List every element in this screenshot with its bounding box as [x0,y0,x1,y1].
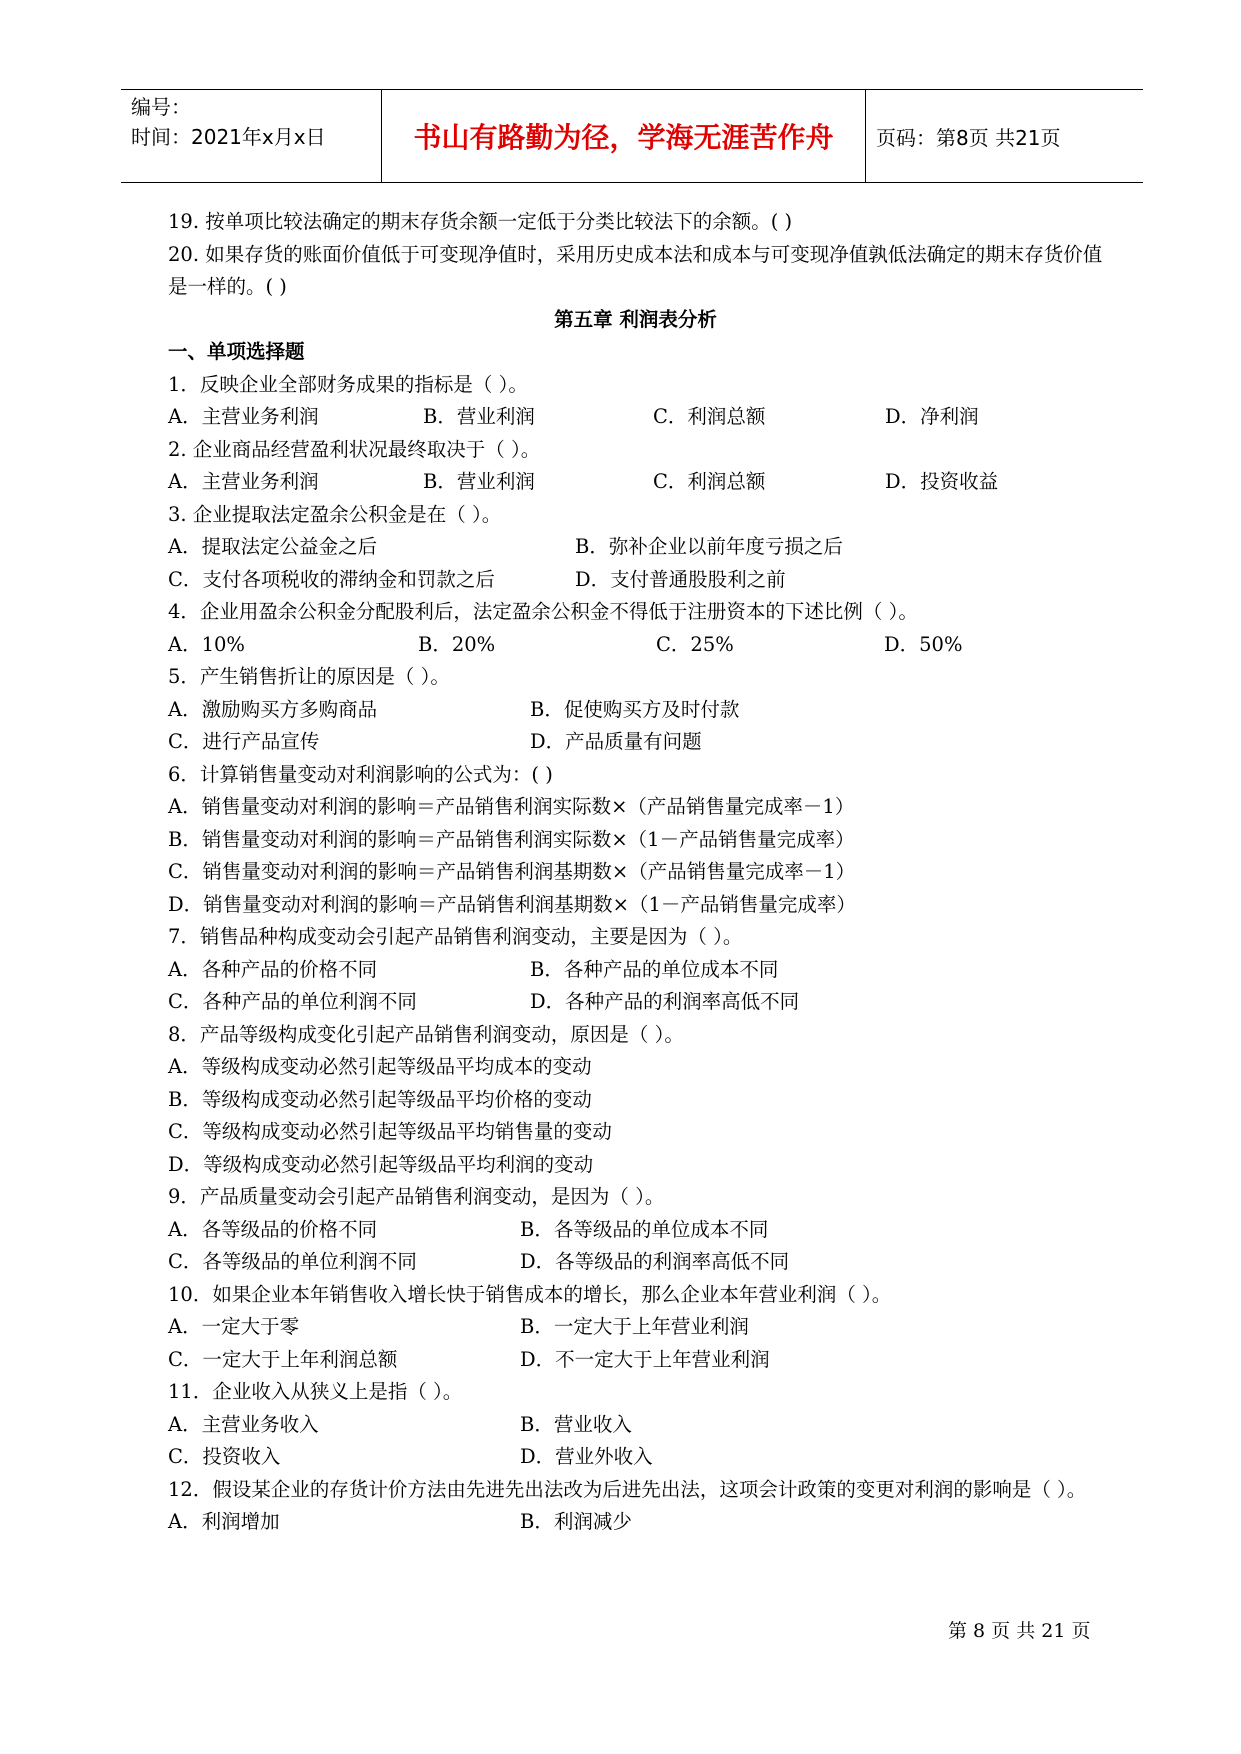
option: B．利润减少 [520,1510,632,1533]
option: C．各等级品的单位利润不同 [168,1250,417,1273]
question-7: 7．销售品种构成变动会引起产品销售利润变动，主要是因为（ ）。 [168,925,743,948]
question-11-options-row1 [168,1409,1103,1442]
question-5: 5．产生销售折让的原因是（ ）。 [168,665,450,688]
chapter-title: 第五章 利润表分析 [554,307,717,331]
option: B．各等级品的单位成本不同 [520,1217,769,1241]
question-6-option-d: D．销售量变动对利润的影响＝产品销售利润基期数×（1－产品销售量完成率） [168,892,856,916]
option: A．主营业务利润 [168,470,319,493]
option: C．支付各项税收的滞纳金和罚款之后 [168,567,495,591]
option: A．一定大于零 [168,1315,300,1338]
question-8-option-b: B．等级构成变动必然引起等级品平均价格的变动 [168,1087,592,1111]
option: D．投资收益 [885,470,999,493]
option: B．营业利润 [423,470,535,493]
question-4: 4．企业用盈余公积金分配股利后，法定盈余公积金不得低于注册资本的下述比例（ ）。 [168,600,918,623]
option: A．主营业务收入 [168,1412,319,1436]
option: B．营业收入 [520,1412,632,1436]
option: A．10% [168,632,245,656]
question-7-options-row2 [168,986,1103,1019]
question-9-options-row2 [168,1246,1103,1279]
question-6-option-b: B．销售量变动对利润的影响＝产品销售利润实际数×（1－产品销售量完成率） [168,827,855,851]
number-label: 编号： [131,95,191,119]
question-10-options-row2 [168,1344,1103,1377]
option: D．不一定大于上年营业利润 [520,1347,770,1371]
question-7-options-row1 [168,954,1103,987]
page-footer: 第 8 页 共 21 页 [948,1620,1091,1642]
question-19: 19. 按单项比较法确定的期末存货余额一定低于分类比较法下的余额。( ) [168,210,793,233]
option: B．弥补企业以前年度亏损之后 [575,535,843,558]
option: B．各种产品的单位成本不同 [530,957,779,981]
question-5-options-row2 [168,726,1103,759]
option: B．促使购买方及时付款 [530,697,740,721]
question-8: 8．产品等级构成变化引起产品销售利润变动，原因是（ ）。 [168,1022,684,1046]
question-11-options-row2 [168,1441,1103,1474]
motto: 书山有路勤为径，学海无涯苦作舟 [381,90,866,182]
question-9-options-row1 [168,1214,1103,1247]
option: A．各等级品的价格不同 [168,1217,378,1241]
page-header [121,89,1143,183]
option: B．一定大于上年营业利润 [520,1315,749,1338]
document-body [168,206,1103,1539]
question-8-option-c: C．等级构成变动必然引起等级品平均销售量的变动 [168,1120,612,1143]
question-2-options [168,466,1103,499]
question-2: 2. 企业商品经营盈利状况最终取决于（ ）。 [168,437,541,461]
question-4-options [168,629,1103,662]
header-info [121,90,381,182]
option: B．营业利润 [423,405,535,428]
option: C．一定大于上年利润总额 [168,1347,398,1371]
option: A．主营业务利润 [168,405,319,428]
option: C．投资收入 [168,1445,281,1468]
question-8-option-a: A．等级构成变动必然引起等级品平均成本的变动 [168,1055,592,1078]
question-6-option-c: C．销售量变动对利润的影响＝产品销售利润基期数×（产品销售量完成率－1） [168,860,856,883]
option: D．各等级品的利润率高低不同 [520,1250,790,1273]
question-1-options [168,401,1103,434]
question-6: 6．计算销售量变动对利润影响的公式为：( ) [168,762,553,786]
option: D．营业外收入 [520,1445,653,1468]
option: A．利润增加 [168,1510,280,1533]
question-20: 20. 如果存货的账面价值低于可变现净值时，采用历史成本法和成本与可变现净值孰低法确定的期末存货价值是一样的。( ) [168,242,1103,298]
option: C．25% [656,632,734,656]
question-1: 1．反映企业全部财务成果的指标是（ ）。 [168,372,528,396]
question-6-option-a: A．销售量变动对利润的影响＝产品销售利润实际数×（产品销售量完成率－1） [168,795,855,818]
question-8-option-d: D．等级构成变动必然引起等级品平均利润的变动 [168,1152,594,1176]
option: D．支付普通股股利之前 [575,567,786,591]
time-label: 时间：2021年x月x日 [131,125,326,149]
question-3: 3. 企业提取法定盈余公积金是在（ ）。 [168,502,502,526]
option: A．提取法定公益金之后 [168,535,378,558]
option: C．进行产品宣传 [168,730,320,753]
option: D．50% [884,632,963,656]
option: C．利润总额 [653,405,766,428]
option: C．各种产品的单位利润不同 [168,990,417,1013]
question-10-options-row1 [168,1311,1103,1344]
question-12: 12．假设某企业的存货计价方法由先进先出法改为后进先出法，这项会计政策的变更对利润的影响是（ ）。 [168,1477,1087,1501]
question-3-options-row2 [168,564,1103,597]
option: D．产品质量有问题 [530,730,702,753]
option: A．激励购买方多购商品 [168,697,378,721]
option: D．净利润 [885,405,979,428]
question-9: 9．产品质量变动会引起产品销售利润变动，是因为（ ）。 [168,1185,665,1208]
option: D．各种产品的利润率高低不同 [530,990,800,1013]
option: A．各种产品的价格不同 [168,957,378,981]
section-title: 一、单项选择题 [168,340,305,363]
page-label: 页码：第8页 共21页 [876,125,1061,150]
question-12-options-row1 [168,1506,1103,1539]
option: C．利润总额 [653,470,766,493]
question-5-options-row1 [168,694,1103,727]
question-10: 10．如果企业本年销售收入增长快于销售成本的增长，那么企业本年营业利润（ ）。 [168,1282,892,1306]
question-3-options-row1 [168,531,1103,564]
option: B．20% [418,632,496,656]
question-11: 11．企业收入从狭义上是指（ ）。 [168,1380,463,1403]
